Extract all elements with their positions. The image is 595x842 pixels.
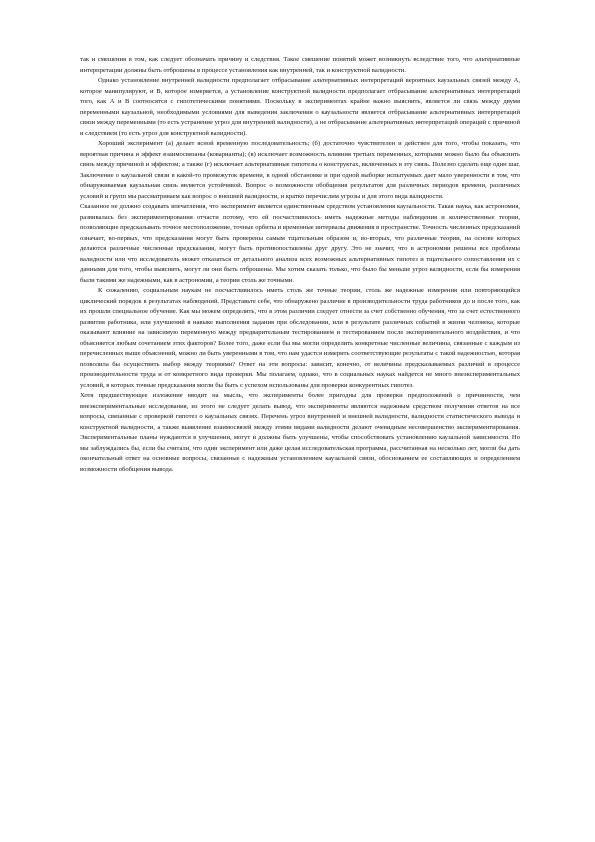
paragraph-2: Однако установление внутренней валидности предполагает отбрасывание альтернативных интерпретаций вероятных каузальных связей между А, которое манипулируют, и В, которое измеряется, а установление конструктной валидности предполагает отбрасывание альтернативных интерпретаций того, как А и В соотносятся с гипотетическими понятиями. Поскольку в экспериментах крайне важно выяснить, является ли связь между двумя переменными каузальной, необходимыми условиями для выведения заключения о каузальности является отбрасывание альтернативных интерпретаций связи между переменными (то есть устранение угроз для внутренней валидности), а не отбрасывание альтернативных интерпретаций операций с причиной и следствием (то есть угроз для конструктной валидности). bbox=[80, 77, 520, 137]
paragraph-6: Хотя предшествующее изложение вводит на мысль, что эксперименты более пригодны для проверки предположений о причинности, чем внеэкспериментальные исследования, из этого не следует делать вывод, что эксперименты являются надежным средством получения ответов на все вопросы, связанные с проверкой гипотез о каузальных связях. Перечень угроз внутренней и внешней валидности, валидности статистического вывода и конструктной валидности, а также выявление взаимосвязей между этими видами валидности делают очевидным несовершенство экспериментирования. Экспериментальные планы нуждаются в улучшении, могут и должны быть улучшены, чтобы способствовать установлению каузальной зависимости. Но мы заблуждались бы, если бы считали, что один эксперимент или даже целая исследовательская программа, рассчитанная на несколько лет, могли бы дать окончательный ответ на основные вопросы, связанные с надежным установлением каузальной связи, обоснованием ее составляющих и определением возможности обобщения вывода. bbox=[80, 392, 520, 473]
paragraph-3: Хороший эксперимент (а) делает ясной временную последовательность; (б) достаточно чувствителен и действен для того, чтобы показать, что вероятная причина и эффект взаимосвязаны (коварианты); (в) исключает возможность влияния третьих переменных, которыми можно было бы объяснить связь между причиной и эффектом; а также (г) исключает альтернативные гипотезы о конструктах, включенных в эту связь. Полезно сделать еще один шаг. Заключение о каузальной связи в какой-то промежуток времени, в одной обстановке и при одной выборке испытуемых дает мало уверенности в том, что обнаруживаемая каузальная связь является устойчивой. Вопрос о возможности обобщения результатов для различных периодов времени, различных условий и групп мы рассматриваем как вопрос о внешней валидности, и кратко перечислим угрозы и для этого вида валидности. bbox=[80, 140, 520, 200]
paragraph-1: так и смешения в том, как следует обозначать причину и следствия. Такое смешение понятий может возникнуть вследствие того, что альтернативные интерпретации должны быть отброшены в процессе установления как внутренней, так и конструктной валидности. bbox=[80, 56, 520, 74]
paragraph-4: Сказанное не должно создавать впечатления, что эксперимент является единственным средством установления каузальности. Такая наука, как астрономия, развивалась без экспериментирования отчасти потому, что ей посчастливилось иметь надежные методы наблюдения и количественные теории, позволяющие предсказывать точное местоположение, точные орбиты и временные интервалы движения в пространстве. Точность численных предсказаний означает, во-первых, что предсказания могут быть проверены самым тщательным образом и, во-вторых, что различные теории, на основе которых делаются различные численные предсказания, могут быть противопоставлены друг другу. Это не значит, что в астрономии решены все проблемы валидности или что исследователь может отказаться от детального анализа всех возможных альтернативных гипотез и тщательного сопоставления их с данными для того, чтобы выяснить, могут ли они быть отброшены. Мы хотим сказать только, что было бы меньше угроз валидности, если бы измерения были такими же надежными, как в астрономии, а теории столь же точными. bbox=[80, 203, 520, 284]
document-page bbox=[80, 55, 520, 475]
paragraph-5: К сожалению, социальным наукам не посчастливилось иметь столь же точные теории, столь же надежные измерения или повторяющийся циклический порядок в результатах наблюдений. Представьте себе, что обнаружено различие в производительности труда работников до и после того, как их прошли специальное обучение. Как мы можем определить, что в этом различии следует отнести за счет собственно обучения, что за счет естественного развития работника, или улучшений в навыке выполнения задания при обследовании, или в результате различных событий в жизни человека, которые оказывают влияние на зависимую переменную между предварительным тестированием и тестированием после экспериментального воздействия, и что объясняется любым сочетанием этих факторов? Более того, даже если бы мы могли определить конкретные численные величины, связанные с каждым из перечисленных выше объяснений, можно ли быть уверенными в том, что нам удастся измерить соответствующие результаты с такой надежностью, которая позволила бы осуществить выбор между теориями? Ответ на эти вопросы: зависит, конечно, от величины предсказываемых различий в процессе производительности труда и от конкретного вида проверки. Мы полагаем, однако, что в социальных науках найдется не много внеэкспериментальных условий, в которых точные предсказания могли бы быть с успехом использованы для проверки конкурентных гипотез. bbox=[80, 287, 520, 389]
